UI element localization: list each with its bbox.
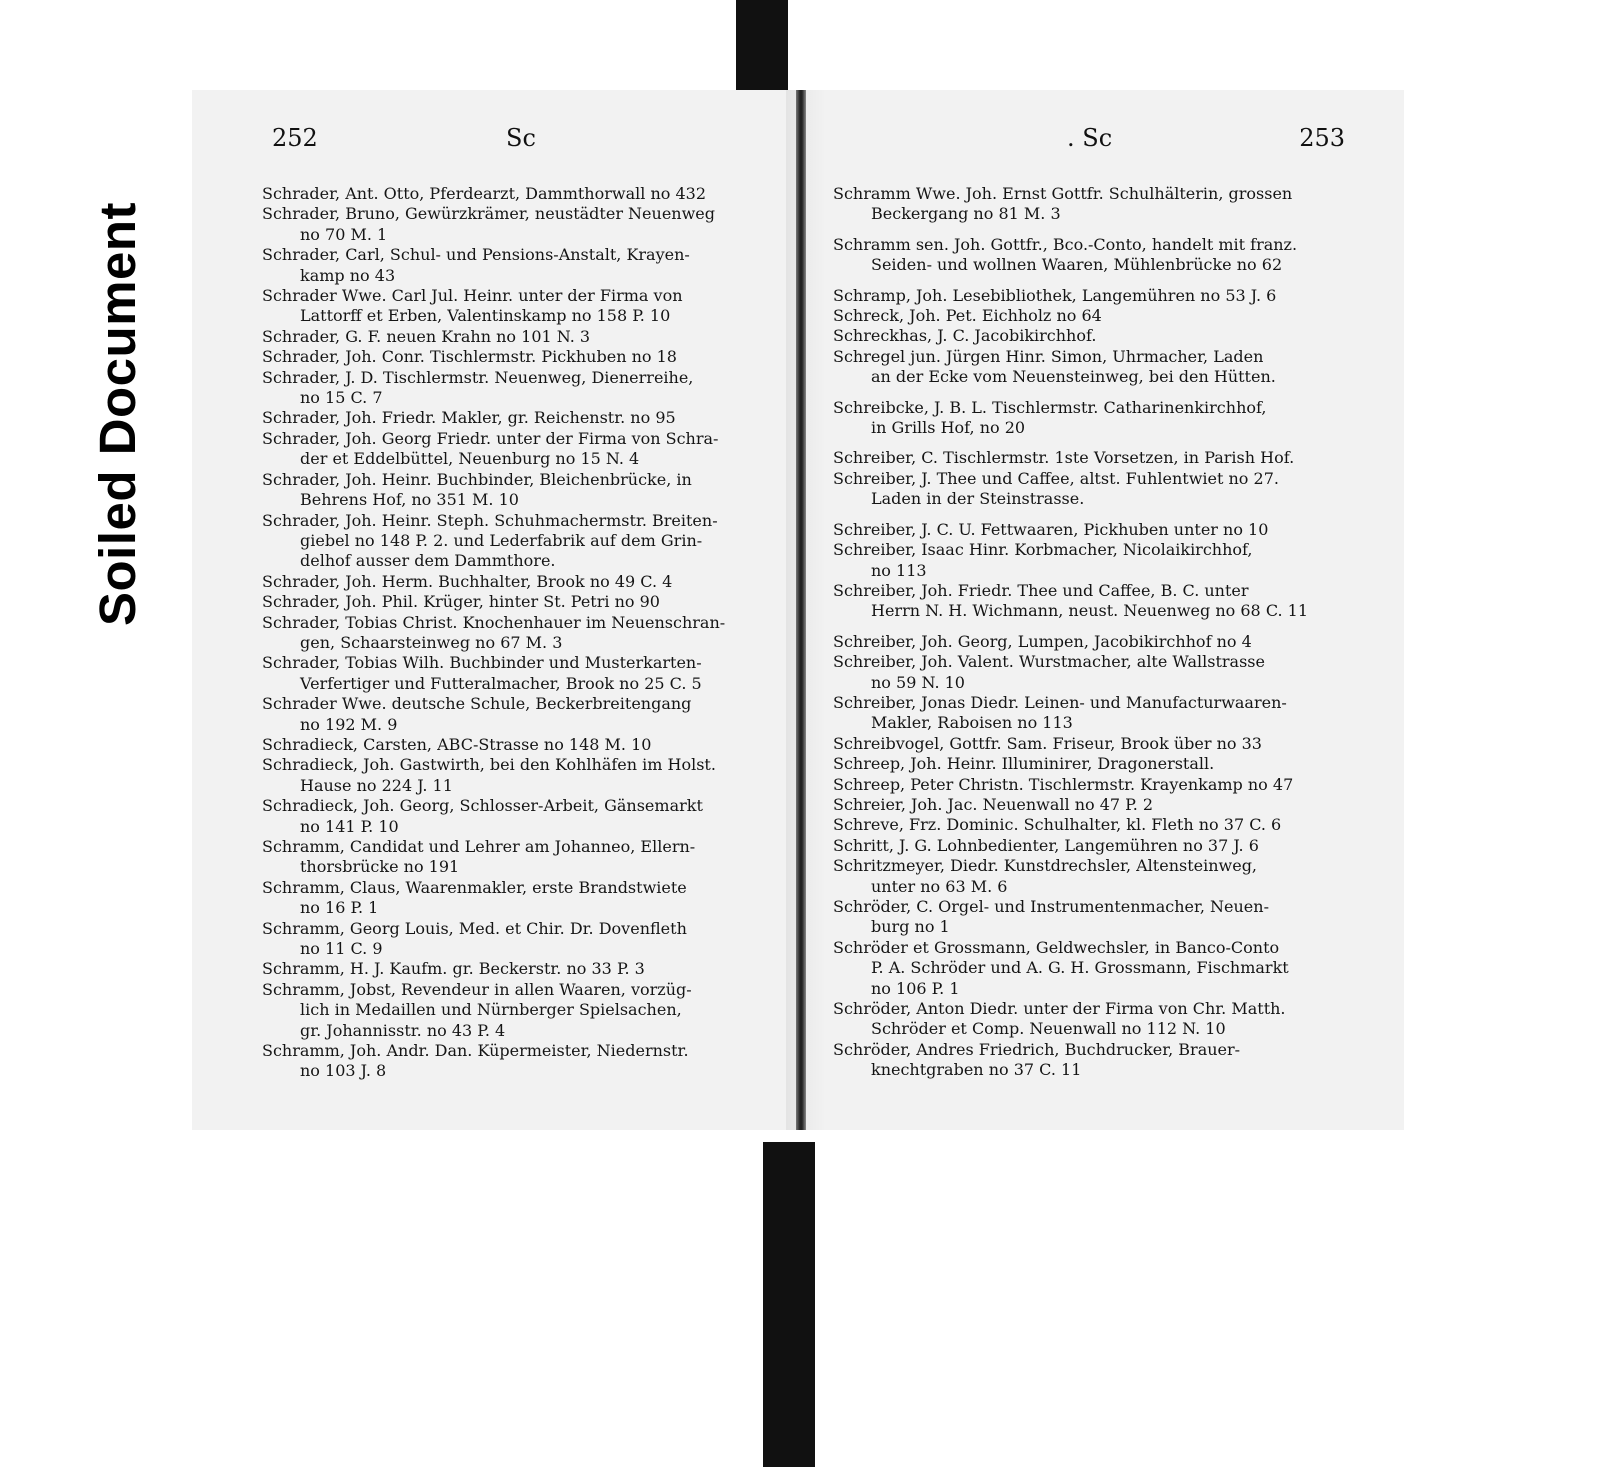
entry-continuation-line: P. A. Schröder und A. G. H. Grossmann, Fischmarkt bbox=[871, 958, 1289, 978]
entry-line: Schradieck, Joh. Gastwirth, bei den Kohlhäfen im Holst. bbox=[262, 755, 716, 775]
entry-line: Schramm, Joh. Andr. Dan. Küpermeister, Niedernstr. bbox=[262, 1041, 689, 1061]
directory-entry bbox=[262, 919, 774, 960]
entry-continuation-line: Lattorff et Erben, Valentinskamp no 158 P. 10 bbox=[300, 306, 671, 326]
entry-line: Schrader, Joh. Conr. Tischlermstr. Pickhuben no 18 bbox=[262, 347, 677, 367]
right-page bbox=[833, 124, 1345, 1081]
entry-continuation-line: no 70 M. 1 bbox=[300, 224, 388, 244]
entry-continuation-line: no 59 N. 10 bbox=[871, 672, 965, 692]
entry-continuation-line: knechtgraben no 37 C. 11 bbox=[871, 1060, 1082, 1080]
entry-line: Schreiber, J. Thee und Caffee, altst. Fuhlentwiet no 27. bbox=[833, 468, 1279, 488]
entry-line: Schramm, Claus, Waarenmakler, erste Brandstwiete bbox=[262, 877, 687, 897]
entry-continuation-line: Behrens Hof, no 351 M. 10 bbox=[300, 490, 519, 510]
entry-continuation-line: delhof ausser dem Dammthore. bbox=[300, 551, 556, 571]
directory-entry bbox=[833, 836, 1345, 856]
entry-continuation-line: no 11 C. 9 bbox=[300, 939, 383, 959]
directory-entry bbox=[262, 980, 774, 1041]
entry-line: Schradieck, Joh. Georg, Schlosser-Arbeit, Gänsemarkt bbox=[262, 796, 703, 816]
left-page bbox=[262, 124, 774, 1082]
directory-entry bbox=[833, 795, 1345, 815]
entry-continuation-line: an der Ecke vom Neuensteinweg, bei den Hütten. bbox=[871, 367, 1276, 387]
left-running-head: Sc bbox=[506, 124, 536, 152]
directory-entry bbox=[833, 815, 1345, 835]
entry-line: Schröder et Grossmann, Geldwechsler, in Banco-Conto bbox=[833, 937, 1280, 957]
entry-line: Schreep, Joh. Heinr. Illuminirer, Dragonerstall. bbox=[833, 754, 1215, 774]
directory-entry bbox=[262, 755, 774, 796]
entry-line: Schreiber, C. Tischlermstr. 1ste Vorsetzen, in Parish Hof. bbox=[833, 448, 1295, 468]
entry-continuation-line: no 113 bbox=[871, 560, 927, 580]
directory-entry bbox=[262, 511, 774, 572]
directory-entry bbox=[262, 245, 774, 286]
entry-continuation-line: Schröder et Comp. Neuenwall no 112 N. 10 bbox=[871, 1019, 1226, 1039]
entry-continuation-line: lich in Medaillen und Nürnberger Spielsachen, bbox=[300, 1000, 682, 1020]
directory-entry bbox=[833, 448, 1345, 468]
entry-line: Schramm, Georg Louis, Med. et Chir. Dr. Dovenfleth bbox=[262, 918, 687, 938]
directory-entry bbox=[262, 878, 774, 919]
entry-continuation-line: Verfertiger und Futteralmacher, Brook no 25 C. 5 bbox=[300, 673, 702, 693]
directory-entry bbox=[833, 398, 1345, 439]
entry-line: Schramp, Joh. Lesebibliothek, Langemühren no 53 J. 6 bbox=[833, 285, 1277, 305]
entry-continuation-line: no 192 M. 9 bbox=[300, 714, 398, 734]
directory-entry bbox=[262, 347, 774, 367]
entry-continuation-line: Seiden- und wollnen Waaren, Mühlenbrücke no 62 bbox=[871, 255, 1283, 275]
entry-line: Schreier, Joh. Jac. Neuenwall no 47 P. 2 bbox=[833, 794, 1154, 814]
directory-entry bbox=[833, 754, 1345, 774]
directory-entry bbox=[262, 470, 774, 511]
entry-line: Schrader, Ant. Otto, Pferdearzt, Dammthorwall no 432 bbox=[262, 184, 707, 203]
entry-line: Schrader Wwe. Carl Jul. Heinr. unter der Firma von bbox=[262, 286, 683, 306]
directory-entry bbox=[833, 897, 1345, 938]
right-page-number: 253 bbox=[1299, 124, 1345, 152]
entry-line: Schreibcke, J. B. L. Tischlermstr. Catharinenkirchhof, bbox=[833, 397, 1267, 417]
directory-entry bbox=[833, 652, 1345, 693]
entry-continuation-line: thorsbrücke no 191 bbox=[300, 857, 460, 877]
directory-entry bbox=[833, 581, 1345, 622]
entry-line: Schreiber, Jonas Diedr. Leinen- und Manufacturwaaren- bbox=[833, 692, 1287, 712]
entry-continuation-line: burg no 1 bbox=[871, 917, 950, 937]
entry-line: Schrader, G. F. neuen Krahn no 101 N. 3 bbox=[262, 326, 591, 346]
entry-continuation-line: kamp no 43 bbox=[300, 265, 396, 285]
directory-entry bbox=[262, 796, 774, 837]
entry-line: Schrader, J. D. Tischlermstr. Neuenweg, Dienerreihe, bbox=[262, 367, 694, 387]
entry-continuation-line: giebel no 148 P. 2. und Lederfabrik auf dem Grin- bbox=[300, 530, 703, 550]
entry-line: Schrader, Joh. Phil. Krüger, hinter St. Petri no 90 bbox=[262, 592, 660, 612]
directory-entry bbox=[262, 694, 774, 735]
directory-entry bbox=[833, 184, 1345, 225]
entry-line: Schramm, H. J. Kaufm. gr. Beckerstr. no 33 P. 3 bbox=[262, 959, 645, 979]
left-page-header bbox=[262, 124, 774, 184]
directory-entry bbox=[262, 613, 774, 654]
entry-continuation-line: gen, Schaarsteinweg no 67 M. 3 bbox=[300, 632, 563, 652]
entry-continuation-line: no 103 J. 8 bbox=[300, 1061, 387, 1081]
directory-entry bbox=[833, 1040, 1345, 1081]
directory-entry bbox=[833, 938, 1345, 999]
entry-line: Schrader, Joh. Heinr. Steph. Schuhmachermstr. Breiten- bbox=[262, 510, 718, 530]
side-label: Soiled Document bbox=[89, 201, 146, 626]
binding-tab-top bbox=[736, 0, 788, 100]
directory-entry bbox=[262, 959, 774, 979]
entry-continuation-line: der et Eddelbüttel, Neuenburg no 15 N. 4 bbox=[300, 449, 640, 469]
entry-line: Schrader, Carl, Schul- und Pensions-Anstalt, Krayen- bbox=[262, 245, 690, 265]
directory-entry bbox=[833, 286, 1345, 306]
directory-entry bbox=[262, 837, 774, 878]
right-entry-list bbox=[833, 184, 1345, 1081]
entry-line: Schreiber, Joh. Georg, Lumpen, Jacobikirchhof no 4 bbox=[833, 631, 1252, 651]
entry-line: Schrader, Joh. Heinr. Buchbinder, Bleichenbrücke, in bbox=[262, 469, 692, 489]
binding-tab-bottom bbox=[763, 1142, 815, 1467]
directory-entry bbox=[833, 632, 1345, 652]
entry-line: Schreckhas, J. C. Jacobikirchhof. bbox=[833, 326, 1097, 346]
entry-line: Schröder, Anton Diedr. unter der Firma von Chr. Matth. bbox=[833, 999, 1286, 1019]
entry-continuation-line: unter no 63 M. 6 bbox=[871, 876, 1008, 896]
entry-line: Schreep, Peter Christn. Tischlermstr. Krayenkamp no 47 bbox=[833, 774, 1294, 794]
book-gutter bbox=[796, 90, 806, 1130]
directory-entry bbox=[262, 204, 774, 245]
entry-line: Schramm sen. Joh. Gottfr., Bco.-Conto, handelt mit franz. bbox=[833, 234, 1298, 254]
entry-line: Schrader, Tobias Christ. Knochenhauer im Neuenschran- bbox=[262, 612, 726, 632]
entry-line: Schrader Wwe. deutsche Schule, Beckerbreitengang bbox=[262, 694, 692, 714]
directory-entry bbox=[833, 775, 1345, 795]
directory-entry bbox=[833, 540, 1345, 581]
directory-entry bbox=[262, 572, 774, 592]
entry-continuation-line: in Grills Hof, no 20 bbox=[871, 418, 1026, 438]
entry-continuation-line: gr. Johannisstr. no 43 P. 4 bbox=[300, 1020, 506, 1040]
entry-continuation-line: no 15 C. 7 bbox=[300, 388, 383, 408]
directory-entry bbox=[833, 306, 1345, 326]
entry-line: Schramm, Candidat und Lehrer am Johanneo, Ellern- bbox=[262, 837, 696, 856]
entry-line: Schreiber, Joh. Friedr. Thee und Caffee, B. C. unter bbox=[833, 580, 1249, 600]
directory-entry bbox=[833, 856, 1345, 897]
entry-line: Schröder, C. Orgel- und Instrumentenmacher, Neuen- bbox=[833, 897, 1269, 916]
directory-entry bbox=[262, 735, 774, 755]
directory-entry bbox=[833, 469, 1345, 510]
entry-line: Schreiber, Joh. Valent. Wurstmacher, alte Wallstrasse bbox=[833, 652, 1265, 672]
left-page-number: 252 bbox=[272, 124, 318, 152]
entry-line: Schradieck, Carsten, ABC-Strasse no 148 M. 10 bbox=[262, 734, 652, 754]
directory-entry bbox=[262, 592, 774, 612]
entry-line: Schreve, Frz. Dominic. Schulhalter, kl. Fleth no 37 C. 6 bbox=[833, 815, 1282, 835]
directory-entry bbox=[833, 347, 1345, 388]
directory-entry bbox=[833, 734, 1345, 754]
entry-line: Schröder, Andres Friedrich, Buchdrucker, Brauer- bbox=[833, 1039, 1241, 1059]
entry-continuation-line: Laden in der Steinstrasse. bbox=[871, 489, 1085, 509]
directory-entry bbox=[833, 326, 1345, 346]
directory-entry bbox=[833, 235, 1345, 276]
entry-line: Schrader, Tobias Wilh. Buchbinder und Musterkarten- bbox=[262, 653, 702, 673]
directory-entry bbox=[833, 520, 1345, 540]
entry-line: Schramm, Jobst, Revendeur in allen Waaren, vorzüg- bbox=[262, 979, 692, 999]
entry-line: Schritt, J. G. Lohnbedienter, Langemühren no 37 J. 6 bbox=[833, 835, 1259, 855]
directory-entry bbox=[262, 429, 774, 470]
entry-continuation-line: no 141 P. 10 bbox=[300, 816, 399, 836]
entry-line: Schreiber, J. C. U. Fettwaaren, Pickhuben unter no 10 bbox=[833, 519, 1269, 539]
entry-line: Schrader, Bruno, Gewürzkrämer, neustädter Neuenweg bbox=[262, 204, 716, 224]
directory-entry bbox=[262, 184, 774, 204]
directory-entry bbox=[262, 286, 774, 327]
entry-continuation-line: no 106 P. 1 bbox=[871, 978, 960, 998]
directory-entry bbox=[833, 999, 1345, 1040]
directory-entry bbox=[262, 368, 774, 409]
left-entry-list bbox=[262, 184, 774, 1082]
entry-line: Schrader, Joh. Georg Friedr. unter der Firma von Schra- bbox=[262, 428, 719, 448]
entry-continuation-line: Makler, Raboisen no 113 bbox=[871, 713, 1073, 733]
entry-line: Schrader, Joh. Herm. Buchhalter, Brook no 49 C. 4 bbox=[262, 571, 673, 591]
directory-entry bbox=[262, 653, 774, 694]
entry-continuation-line: Hause no 224 J. 11 bbox=[300, 775, 453, 795]
entry-continuation-line: no 16 P. 1 bbox=[300, 898, 379, 918]
spine-shadow bbox=[786, 90, 826, 1130]
right-page-header bbox=[833, 124, 1345, 184]
directory-entry bbox=[262, 327, 774, 347]
entry-line: Schrader, Joh. Friedr. Makler, gr. Reichenstr. no 95 bbox=[262, 408, 676, 428]
entry-line: Schramm Wwe. Joh. Ernst Gottfr. Schulhälterin, grossen bbox=[833, 184, 1293, 203]
entry-line: Schritzmeyer, Diedr. Kunstdrechsler, Altensteinweg, bbox=[833, 856, 1258, 876]
entry-line: Schreck, Joh. Pet. Eichholz no 64 bbox=[833, 306, 1102, 326]
entry-continuation-line: Herrn N. H. Wichmann, neust. Neuenweg no 68 C. 11 bbox=[871, 601, 1309, 621]
directory-entry bbox=[262, 1041, 774, 1082]
entry-line: Schregel jun. Jürgen Hinr. Simon, Uhrmacher, Laden bbox=[833, 346, 1264, 366]
directory-entry bbox=[262, 408, 774, 428]
entry-continuation-line: Beckergang no 81 M. 3 bbox=[871, 204, 1061, 224]
entry-line: Schreibvogel, Gottfr. Sam. Friseur, Brook über no 33 bbox=[833, 733, 1262, 753]
entry-line: Schreiber, Isaac Hinr. Korbmacher, Nicolaikirchhof, bbox=[833, 540, 1253, 560]
right-running-head: . Sc bbox=[1067, 124, 1113, 152]
directory-entry bbox=[833, 693, 1345, 734]
